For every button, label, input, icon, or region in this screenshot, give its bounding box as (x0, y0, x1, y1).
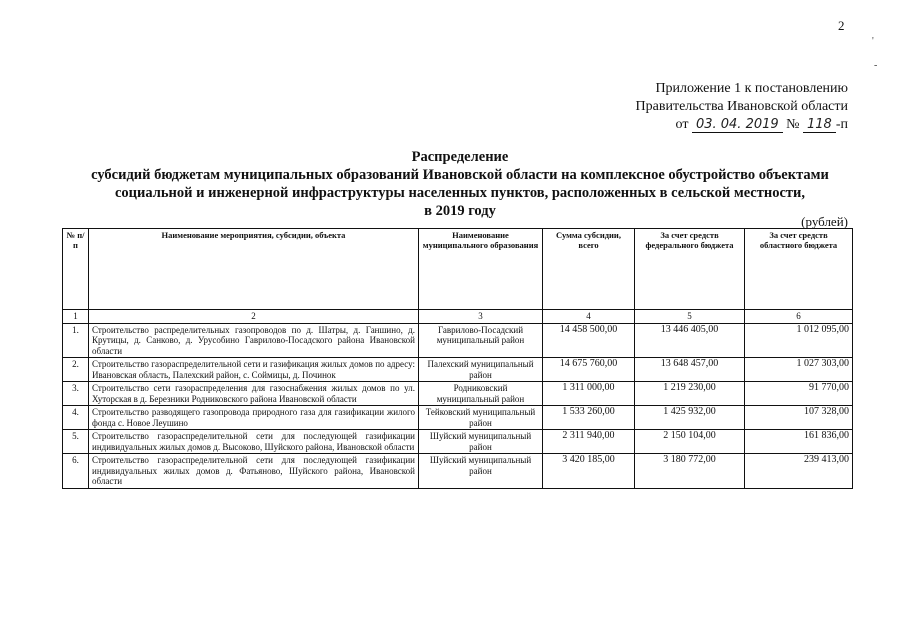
number-suffix: -п (835, 117, 848, 132)
column-number: 3 (419, 310, 543, 324)
title-line-3: социальной и инженерной инфраструктуры населенных пунктов, расположенных в сельской местности, (114, 185, 806, 201)
title-line-1: Распределение (411, 149, 509, 165)
appendix-line-2: Правительства Ивановской области (635, 99, 848, 114)
cell-municipality: Родниковский муниципальный район (419, 382, 543, 406)
cell-municipality: Палехский муниципальный район (419, 358, 543, 382)
cell-name: Строительство газораспределительной сети и газификация жилых домов по адресу: Ивановская область, Палехский район, с. Соймицы, д. Починок (89, 358, 419, 382)
header-regional: За счет средств областного бюджета (745, 229, 853, 310)
table-row (63, 382, 853, 406)
cell-regional: 107 328,00 (745, 406, 853, 430)
table-row (63, 454, 853, 489)
cell-federal: 3 180 772,00 (635, 454, 745, 489)
header-municipality: Наименование муниципального образования (419, 229, 543, 310)
cell-total: 1 311 000,00 (543, 382, 635, 406)
table-row (63, 323, 853, 358)
cell-municipality: Гаврилово-Посадский муниципальный район (419, 323, 543, 358)
handwritten-date: 03. 04. 2019 (692, 117, 783, 133)
cell-total: 2 311 940,00 (543, 430, 635, 454)
scan-mark: ' (872, 36, 874, 47)
appendix-header (636, 80, 848, 134)
cell-number: 6. (63, 454, 89, 489)
scan-mark: - (874, 60, 878, 71)
column-number-row (63, 310, 853, 324)
cell-name: Строительство разводящего газопровода природного газа для газификации жилого фонда с. Новое Леушино (89, 406, 419, 430)
cell-number: 4. (63, 406, 89, 430)
handwritten-number: 118 (803, 117, 836, 133)
from-label: от (675, 117, 689, 132)
appendix-line-1: Приложение 1 к постановлению (655, 81, 848, 96)
title-line-2: субсидий бюджетам муниципальных образований Ивановской области на комплексное обустройство объектами (91, 167, 829, 183)
appendix-line-3 (636, 116, 848, 134)
cell-number: 3. (63, 382, 89, 406)
table-row (63, 358, 853, 382)
units-label: (рублей) (801, 214, 848, 229)
cell-federal: 1 425 932,00 (635, 406, 745, 430)
cell-regional: 1 012 095,00 (745, 323, 853, 358)
cell-number: 1. (63, 323, 89, 358)
cell-regional: 1 027 303,00 (745, 358, 853, 382)
cell-municipality: Тейковский муниципальный район (419, 406, 543, 430)
table-header-row (63, 229, 853, 310)
cell-name: Строительство газораспределительной сети для последующей газификации индивидуальных жилых домов д. Высоково, Шуйского района, Ивановской области (89, 430, 419, 454)
column-number: 5 (635, 310, 745, 324)
cell-total: 1 533 260,00 (543, 406, 635, 430)
cell-federal: 2 150 104,00 (635, 430, 745, 454)
subsidy-table (62, 228, 853, 489)
cell-municipality: Шуйский муниципальный район (419, 430, 543, 454)
cell-regional: 91 770,00 (745, 382, 853, 406)
cell-federal: 13 446 405,00 (635, 323, 745, 358)
cell-total: 14 675 760,00 (543, 358, 635, 382)
header-federal: За счет средств федерального бюджета (635, 229, 745, 310)
cell-name: Строительство сети газораспределения для газоснабжения жилых домов по ул. Хуторская в д. Березники Родниковского района Ивановской области (89, 382, 419, 406)
column-number: 1 (63, 310, 89, 324)
cell-total: 14 458 500,00 (543, 323, 635, 358)
header-no: № п/п (63, 229, 89, 310)
cell-regional: 239 413,00 (745, 454, 853, 489)
cell-regional: 161 836,00 (745, 430, 853, 454)
cell-number: 5. (63, 430, 89, 454)
cell-federal: 13 648 457,00 (635, 358, 745, 382)
header-name: Наименование мероприятия, субсидии, объекта (89, 229, 419, 310)
cell-municipality: Шуйский муниципальный район (419, 454, 543, 489)
cell-federal: 1 219 230,00 (635, 382, 745, 406)
header-total: Сумма субсидии, всего (543, 229, 635, 310)
number-label: № (786, 117, 800, 132)
column-number: 4 (543, 310, 635, 324)
cell-name: Строительство распределительных газопроводов по д. Шатры, д. Ганшино, д. Крутицы, д. Санково, д. Урусобино Гаврилово-Посадского района Ивановской области (89, 323, 419, 358)
cell-total: 3 420 185,00 (543, 454, 635, 489)
page-number: 2 (838, 18, 845, 33)
title-line-4: в 2019 году (424, 203, 496, 219)
table-row (63, 406, 853, 430)
table-row (63, 430, 853, 454)
column-number: 2 (89, 310, 419, 324)
cell-number: 2. (63, 358, 89, 382)
cell-name: Строительство газораспределительной сети для последующей газификации индивидуальных жилых домов д. Фатьяново, Шуйского района, Ивановской области (89, 454, 419, 489)
column-number: 6 (745, 310, 853, 324)
document-title (60, 148, 860, 220)
